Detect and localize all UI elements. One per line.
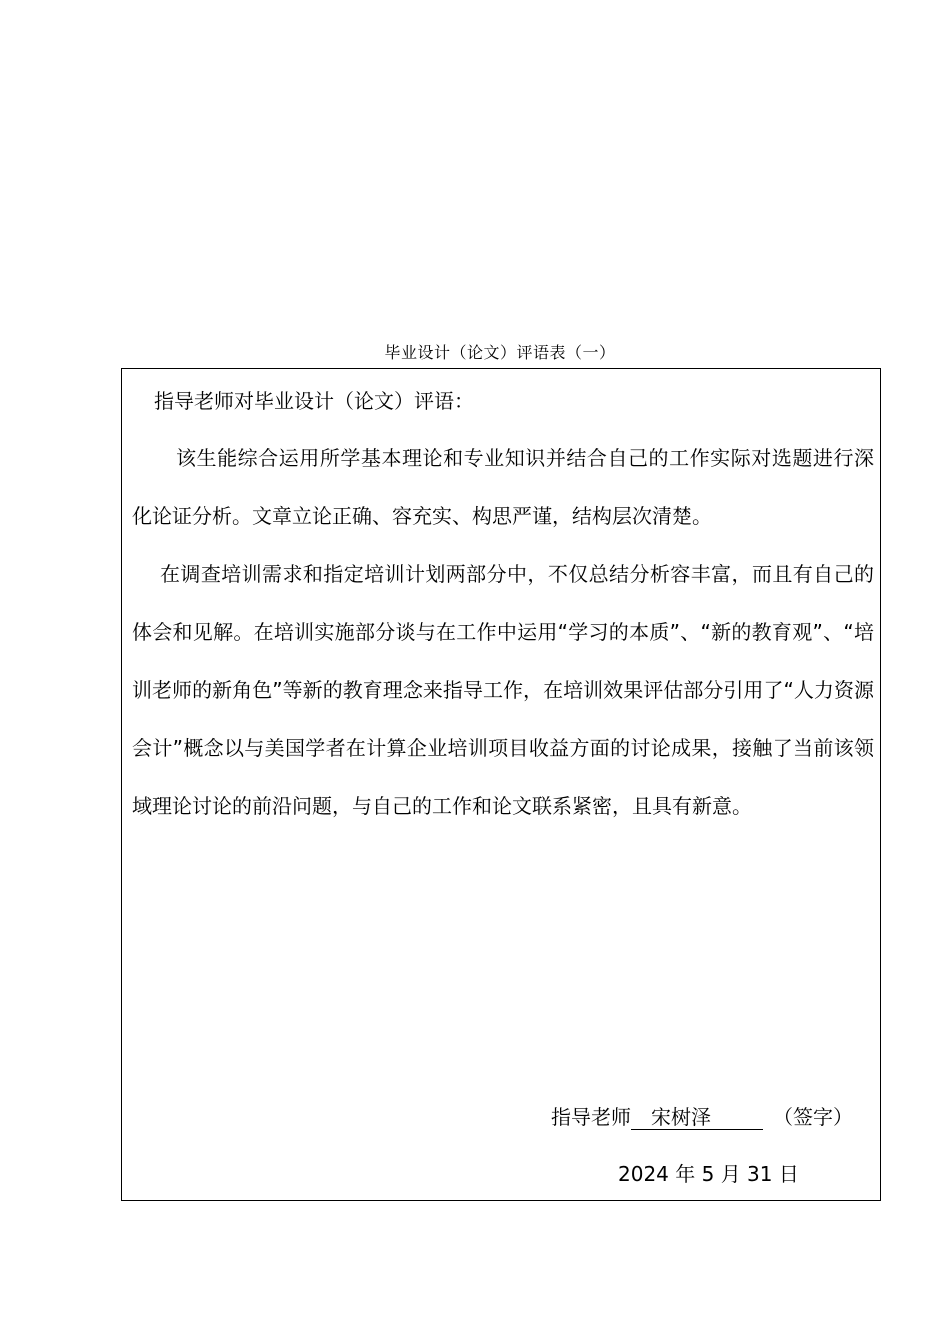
- document-title: 毕业设计（论文）评语表（一）: [384, 343, 616, 362]
- comment-body: [132, 429, 874, 835]
- signature-label: 指导老师: [551, 1105, 631, 1129]
- signature-line: [551, 1103, 853, 1131]
- comment-paragraph-1: 该生能综合运用所学基本理论和专业知识并结合自己的工作实际对选题进行深化论证分析。文章立论正确、容充实、构思严谨，结构层次清楚。: [132, 446, 874, 528]
- form-heading: 指导老师对毕业设计（论文）评语：: [154, 389, 474, 413]
- evaluation-form: [121, 368, 881, 1201]
- comment-paragraph-2: 在调查培训需求和指定培训计划两部分中，不仅总结分析容丰富，而且有自己的体会和见解。在培训实施部分谈与在工作中运用“学习的本质”、“新的教育观”、“培训老师的新角色”等新的教育理念来指导工作，在培训效果评估部分引用了“人力资源会计”概念以与美国学者在计算企业培训项目收益方面的讨论成果，接触了当前该领域理论讨论的前沿问题，与自己的工作和论文联系紧密，且具有新意。: [132, 562, 874, 818]
- signature-name: 宋树泽: [631, 1105, 763, 1130]
- signature-suffix: （签字）: [773, 1105, 853, 1129]
- signature-date: 2024 年 5 月 31 日: [618, 1162, 799, 1186]
